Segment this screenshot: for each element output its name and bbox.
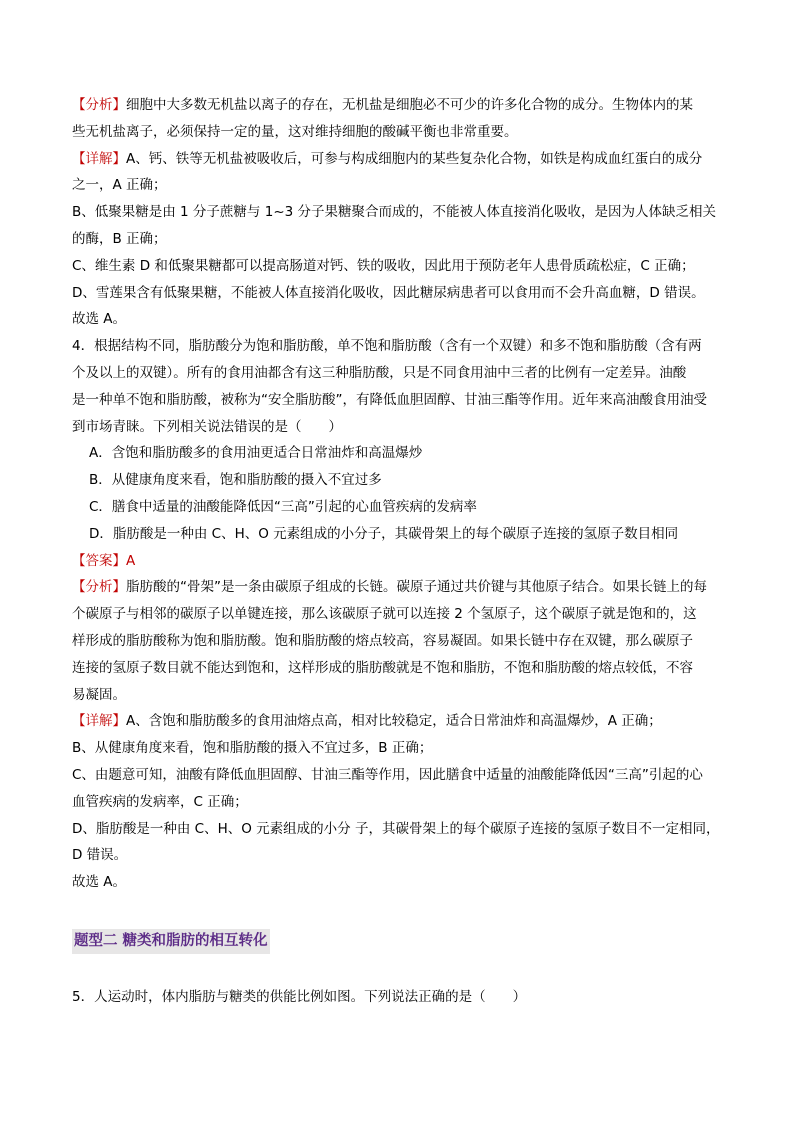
detail-text: A、钙、铁等无机盐被吸收后，可参与构成细胞内的某些复杂化合物，如铁是构成血红蛋白的成分 (126, 150, 703, 167)
q3-analysis-line-2: 些无机盐离子，必须保持一定的量，这对维持细胞的酸碱平衡也非常重要。 (72, 123, 518, 140)
q4-detail-line-6: D 错误。 (72, 847, 128, 864)
q4-option-a: A．含饱和脂肪酸多的食用油更适合日常油炸和高温爆炒 (89, 445, 423, 462)
q4-option-b: B．从健康角度来看，饱和脂肪酸的摄入不宜过多 (89, 472, 382, 489)
q3-detail-line-5: C、维生素 D 和低聚果糖都可以提高肠道对钙、铁的吸收，因此用于预防老年人患骨质疏松症，C 正确； (72, 257, 695, 274)
q4-analysis-line-3: 样形成的脂肪酸称为饱和脂肪酸。饱和脂肪酸的熔点较高，容易凝固。如果长链中存在双键，那么碳原子 (72, 632, 693, 649)
q4-detail-line-3: C、由题意可知，油酸有降低血胆固醇、甘油三酯等作用，因此膳食中适量的油酸能降低因“三高”引起的心 (72, 766, 703, 783)
section-heading: 题型二 糖类和脂肪的相互转化 (72, 929, 270, 954)
q4-analysis-line-5: 易凝固。 (72, 686, 126, 703)
analysis-text: 脂肪酸的“骨架”是一条由碳原子组成的长链。碳原子通过共价键与其他原子结合。如果长链上的每 (126, 579, 707, 596)
q3-detail-line-4: 的酶，B 正确； (72, 230, 167, 247)
q4-detail-line-1 (72, 708, 726, 735)
q4-option-d: D．脂肪酸是一种由 C、H、O 元素组成的小分子，其碳骨架上的每个碳原子连接的氢原子数目相同 (89, 525, 679, 542)
q4-analysis-line-1 (72, 574, 726, 601)
q4-detail-line-4: 血管疾病的发病率，C 正确； (72, 793, 248, 810)
q4-detail-line-7: 故选 A。 (72, 874, 127, 891)
q4-stem-line-1: 4．根据结构不同，脂肪酸分为饱和脂肪酸，单不饱和脂肪酸（含有一个双键）和多不饱和脂肪酸（含有两 (72, 338, 702, 355)
analysis-text: 细胞中大多数无机盐以离子的存在，无机盐是细胞必不可少的许多化合物的成分。生物体内的某 (126, 97, 693, 113)
q3-detail-line-6: D、雪莲果含有低聚果糖，不能被人体直接消化吸收，因此糖尿病患者可以食用而不会升高血糖，D 错误。 (72, 284, 705, 301)
q4-stem-line-3: 是一种单不饱和脂肪酸，被称为“安全脂肪酸”，有降低血胆固醇、甘油三酯等作用。近年来高油酸食用油受 (72, 391, 707, 408)
q4-option-c: C．膳食中适量的油酸能降低因“三高”引起的心血管疾病的发病率 (89, 498, 477, 515)
detail-text: A、含饱和脂肪酸多的食用油熔点高，相对比较稳定，适合日常油炸和高温爆炒，A 正确； (126, 713, 662, 730)
q3-detail-line-7: 故选 A。 (72, 311, 127, 328)
q3-detail-line-1 (72, 146, 726, 173)
document-body (72, 92, 726, 896)
q4-stem-line-4: 到市场青睐。下列相关说法错误的是（ ） (72, 418, 342, 435)
q5-stem: 5．人运动时，体内脂肪与糖类的供能比例如图。下列说法正确的是（ ） (72, 989, 527, 1005)
q4-analysis-line-4: 连接的氢原子数目就不能达到饱和，这样形成的脂肪酸就是不饱和脂肪，不饱和脂肪酸的熔点较低，不容 (72, 659, 693, 676)
q3-analysis-line-1 (72, 92, 726, 119)
q4-answer (72, 548, 726, 575)
detail-tag: 【详解】 (72, 150, 126, 167)
q4-detail-line-5: D、脂肪酸是一种由 C、H、O 元素组成的小分 子，其碳骨架上的每个碳原子连接的氢原子数目不一定相同， (72, 820, 720, 837)
q4-analysis-line-2: 个碳原子与相邻的碳原子以单键连接，那么该碳原子就可以连接 2 个氢原子，这个碳原子就是饱和的，这 (72, 606, 697, 623)
q3-detail-line-2: 之一，A 正确； (72, 177, 167, 194)
answer-tag: 【答案】 (72, 552, 126, 569)
detail-tag: 【详解】 (72, 713, 126, 730)
q3-detail-line-3: B、低聚果糖是由 1 分子蔗糖与 1~3 分子果糖聚合而成的，不能被人体直接消化吸收，是因为人体缺乏相关 (72, 204, 717, 221)
analysis-tag: 【分析】 (72, 579, 126, 596)
q4-detail-line-2: B、从健康角度来看，饱和脂肪酸的摄入不宜过多，B 正确； (72, 740, 433, 757)
q4-stem-line-2: 个及以上的双键）。所有的食用油都含有这三种脂肪酸，只是不同食用油中三者的比例有一定差异。油酸 (72, 364, 687, 381)
analysis-tag: 【分析】 (72, 97, 126, 113)
answer-value: A (126, 552, 136, 569)
